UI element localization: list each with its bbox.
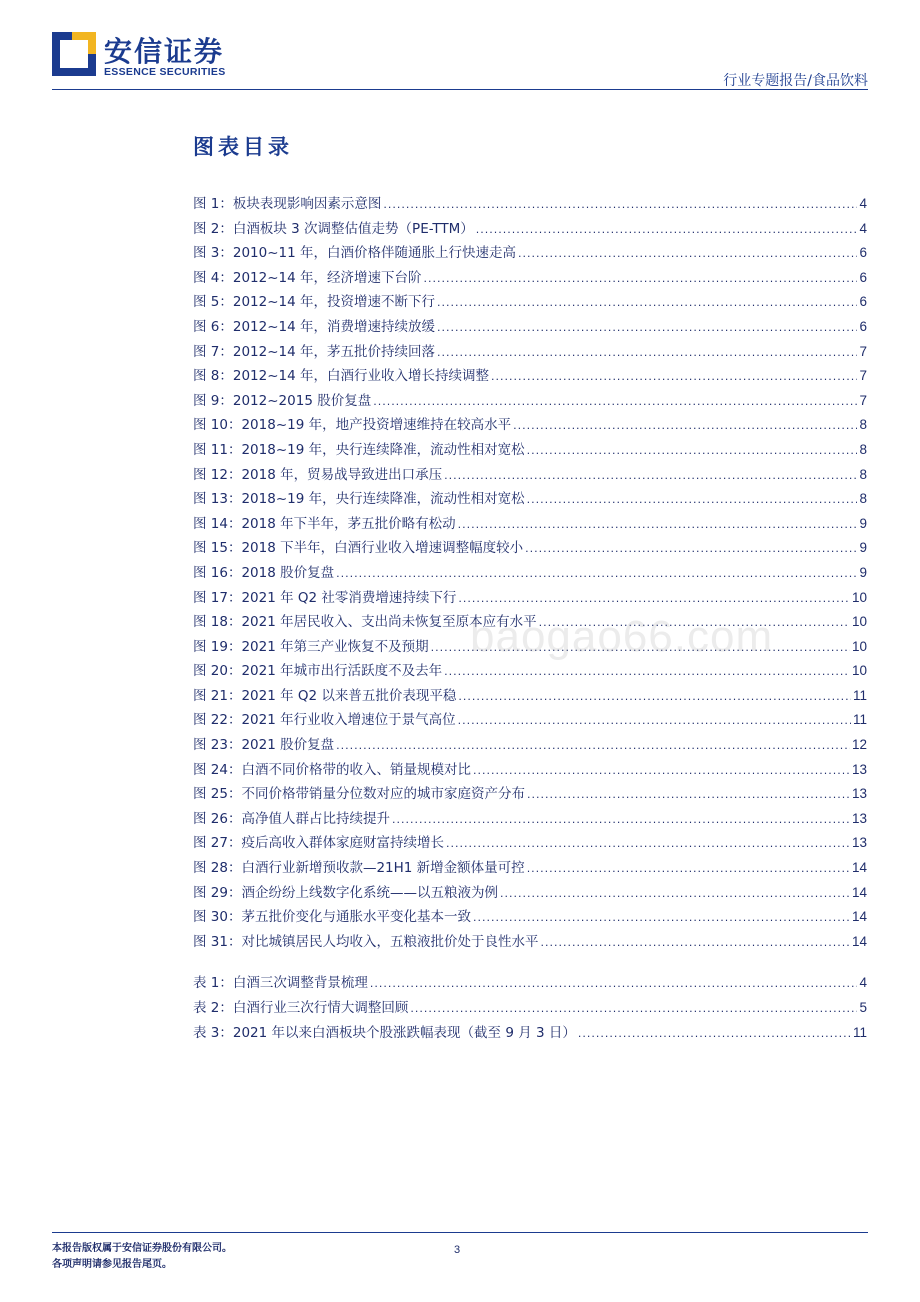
dot-leader <box>444 665 850 678</box>
toc-figure-entry[interactable] <box>193 389 867 414</box>
footer-disclaimer: 各项声明请参见报告尾页。 <box>52 1259 172 1270</box>
toc-entry-label: 图 11：2018~19 年，央行连续降准，流动性相对宽松 <box>193 441 525 458</box>
list-gap <box>193 954 867 971</box>
dot-leader <box>458 592 850 605</box>
dot-leader <box>373 395 857 408</box>
dot-leader <box>527 444 858 457</box>
toc-entry-page: 4 <box>859 196 867 211</box>
toc-entry-page: 6 <box>859 245 867 261</box>
toc-entry-page: 5 <box>859 1000 867 1015</box>
toc-figure-entry[interactable] <box>193 315 867 340</box>
toc-entry-label: 图 22：2021 年行业收入增速位于景气高位 <box>193 712 456 729</box>
toc-entry-page: 8 <box>859 417 867 433</box>
toc-entry-page: 12 <box>851 737 867 753</box>
dot-leader <box>473 764 850 777</box>
toc-entry-page: 14 <box>851 933 867 949</box>
dot-leader <box>437 346 857 359</box>
toc-entry-label: 图 20：2021 年城市出行活跃度不及去年 <box>193 663 443 680</box>
toc-figure-entry[interactable] <box>193 438 867 463</box>
toc-entry-label: 图 16：2018 股价复盘 <box>193 564 335 581</box>
footer-divider <box>52 1232 868 1233</box>
toc-entry-page: 13 <box>851 761 867 777</box>
footer-notes <box>52 1241 232 1273</box>
toc-entry-page: 7 <box>859 392 867 408</box>
toc-figure-entry[interactable] <box>193 192 867 217</box>
dot-leader <box>370 977 858 990</box>
toc-entry-page: 9 <box>859 540 867 556</box>
toc-entry-label: 图 3：2010~11 年，白酒价格伴随通胀上行快速走高 <box>193 245 517 262</box>
toc-entry-label: 图 14：2018 年下半年，茅五批价略有松动 <box>193 515 456 532</box>
toc-table-entry[interactable] <box>193 996 867 1021</box>
dot-leader <box>444 469 857 482</box>
toc-figure-entry[interactable] <box>193 512 867 537</box>
footer-copyright: 本报告版权属于安信证券股份有限公司。 <box>52 1243 232 1254</box>
logo-chinese-name: 安信证券 <box>104 35 225 68</box>
report-type-label: 行业专题报告/食品饮料 <box>723 73 868 89</box>
toc-figure-entry[interactable] <box>193 241 867 266</box>
toc-entry-page: 6 <box>859 294 867 310</box>
toc-title: 图表目录 <box>193 134 293 159</box>
toc-entry-page: 13 <box>851 835 867 851</box>
toc-entry-page: 8 <box>859 466 867 482</box>
toc-entry-label: 图 24：白酒不同价格带的收入、销量规模对比 <box>193 761 471 778</box>
toc-entry-page: 7 <box>859 343 867 359</box>
dot-leader <box>500 887 850 900</box>
toc-figure-entry[interactable] <box>193 807 867 832</box>
toc-figure-entry[interactable] <box>193 364 867 389</box>
dot-leader <box>392 813 850 826</box>
toc-entry-page: 11 <box>852 1024 867 1040</box>
table-list <box>193 971 867 1045</box>
toc-entry-page: 6 <box>859 269 867 285</box>
dot-leader <box>525 542 857 555</box>
dot-leader <box>336 567 857 580</box>
toc-entry-label: 图 30：茅五批价变化与通胀水平变化基本一致 <box>193 909 471 926</box>
toc-entry-label: 图 4：2012~14 年，经济增速下台阶 <box>193 269 422 286</box>
toc-entry-label: 图 19：2021 年第三产业恢复不及预期 <box>193 638 429 655</box>
toc-entry-label: 图 28：白酒行业新增预收款—21H1 新增金额体量可控 <box>193 860 525 877</box>
toc-figure-entry[interactable] <box>193 659 867 684</box>
page-header <box>0 0 920 92</box>
toc-entry-page: 11 <box>852 712 867 728</box>
toc-figure-entry[interactable] <box>193 930 867 955</box>
toc-entry-page: 10 <box>851 663 867 679</box>
toc-figure-entry[interactable] <box>193 463 867 488</box>
toc-entry-page: 8 <box>859 441 867 457</box>
toc-figure-entry[interactable] <box>193 881 867 906</box>
dot-leader <box>491 370 857 383</box>
toc-entry-label: 图 17：2021 年 Q2 社零消费增速持续下行 <box>193 589 457 606</box>
dot-leader <box>473 911 850 924</box>
toc-entry-label: 图 10：2018~19 年，地产投资增速维持在较高水平 <box>193 417 512 434</box>
toc-entry-label: 表 1：白酒三次调整背景梳理 <box>193 975 368 992</box>
toc-entry-page: 10 <box>851 614 867 630</box>
toc-figure-entry[interactable] <box>193 536 867 561</box>
toc-entry-page: 10 <box>851 638 867 654</box>
toc-figure-entry[interactable] <box>193 708 867 733</box>
dot-leader <box>458 518 858 531</box>
toc-entry-label: 图 29：酒企纷纷上线数字化系统——以五粮液为例 <box>193 884 498 901</box>
toc-figure-entry[interactable] <box>193 684 867 709</box>
dot-leader <box>540 936 850 949</box>
toc-entry-label: 图 9：2012~2015 股价复盘 <box>193 392 372 409</box>
toc-entry-label: 图 8：2012~14 年，白酒行业收入增长持续调整 <box>193 368 490 385</box>
dot-leader <box>458 690 851 703</box>
toc-figure-entry[interactable] <box>193 758 867 783</box>
dot-leader <box>446 837 850 850</box>
toc-entry-label: 图 26：高净值人群占比持续提升 <box>193 810 390 827</box>
toc-table-entry[interactable] <box>193 971 867 996</box>
logo-english-name: ESSENCE SECURITIES <box>104 66 226 78</box>
dot-leader <box>437 321 857 334</box>
toc-figure-entry[interactable] <box>193 586 867 611</box>
dot-leader <box>410 1002 857 1015</box>
page-number: 3 <box>454 1244 461 1256</box>
toc-entry-label: 图 2：白酒板块 3 次调整估值走势（PE-TTM） <box>193 220 474 237</box>
toc-entry-page: 7 <box>859 368 867 384</box>
watermark: baogao66.com <box>470 612 774 661</box>
toc-entry-page: 4 <box>859 220 867 236</box>
dot-leader <box>513 419 857 432</box>
toc-figure-entry[interactable] <box>193 831 867 856</box>
dot-leader <box>437 296 857 309</box>
toc-entry-page: 4 <box>859 975 867 991</box>
dot-leader <box>458 714 851 727</box>
header-divider <box>52 89 868 90</box>
toc-entry-label: 表 3：2021 年以来白酒板块个股涨跌幅表现（截至 9 月 3 日） <box>193 1024 576 1041</box>
dot-leader <box>527 493 858 506</box>
toc-entry-page: 9 <box>859 515 867 531</box>
dot-leader <box>527 862 850 875</box>
toc-entry-page: 14 <box>851 909 867 925</box>
toc-figure-entry[interactable] <box>193 733 867 758</box>
toc-figure-entry[interactable] <box>193 782 867 807</box>
toc-table-entry[interactable] <box>193 1021 867 1046</box>
toc-entry-label: 图 5：2012~14 年，投资增速不断下行 <box>193 294 436 311</box>
dot-leader <box>527 788 850 801</box>
toc-figure-entry[interactable] <box>193 290 867 315</box>
toc-entry-page: 8 <box>859 491 867 507</box>
dot-leader <box>383 198 857 211</box>
toc-entry-label: 图 18：2021 年居民收入、支出尚未恢复至原本应有水平 <box>193 614 537 631</box>
toc-entry-page: 11 <box>852 687 867 703</box>
figure-list <box>193 192 867 954</box>
toc-entry-page: 10 <box>851 589 867 605</box>
toc-entry-page: 14 <box>851 860 867 876</box>
toc-entry-label: 图 27：疫后高收入群体家庭财富持续增长 <box>193 835 444 852</box>
toc-entry-label: 图 31：对比城镇居民人均收入，五粮液批价处于良性水平 <box>193 933 539 950</box>
toc-figure-entry[interactable] <box>193 561 867 586</box>
toc-entry-label: 图 15：2018 下半年，白酒行业收入增速调整幅度较小 <box>193 540 524 557</box>
dot-leader <box>424 272 858 285</box>
toc-entry-label: 图 25：不同价格带销量分位数对应的城市家庭资产分布 <box>193 786 525 803</box>
dot-leader <box>476 223 858 236</box>
toc-entry-label: 表 2：白酒行业三次行情大调整回顾 <box>193 1000 409 1016</box>
toc-entry-page: 6 <box>859 318 867 334</box>
toc-entry-label: 图 7：2012~14 年，茅五批价持续回落 <box>193 343 436 360</box>
dot-leader <box>336 739 850 752</box>
toc-entry-label: 图 1：板块表现影响因素示意图 <box>193 196 382 212</box>
dot-leader <box>518 247 857 260</box>
toc-entry-page: 9 <box>859 564 867 580</box>
toc-entry-page: 13 <box>851 786 867 802</box>
toc-entry-label: 图 23：2021 股价复盘 <box>193 737 335 754</box>
toc-entry-page: 14 <box>851 884 867 900</box>
toc-figure-entry[interactable] <box>193 340 867 365</box>
toc-entry-label: 图 13：2018~19 年，央行连续降准，流动性相对宽松 <box>193 491 525 508</box>
toc-figure-entry[interactable] <box>193 266 867 291</box>
toc-entry-label: 图 6：2012~14 年，消费增速持续放缓 <box>193 318 436 335</box>
toc-entry-label: 图 12：2018 年，贸易战导致进出口承压 <box>193 466 443 483</box>
toc-entry-label: 图 21：2021 年 Q2 以来普五批价表现平稳 <box>193 687 457 704</box>
toc-figure-entry[interactable] <box>193 487 867 512</box>
toc-figure-entry[interactable] <box>193 413 867 438</box>
toc-figure-entry[interactable] <box>193 217 867 242</box>
toc-figure-entry[interactable] <box>193 905 867 930</box>
toc-entry-page: 13 <box>851 810 867 826</box>
toc-figure-entry[interactable] <box>193 856 867 881</box>
essence-logo-icon <box>52 32 96 76</box>
dot-leader <box>578 1027 851 1040</box>
